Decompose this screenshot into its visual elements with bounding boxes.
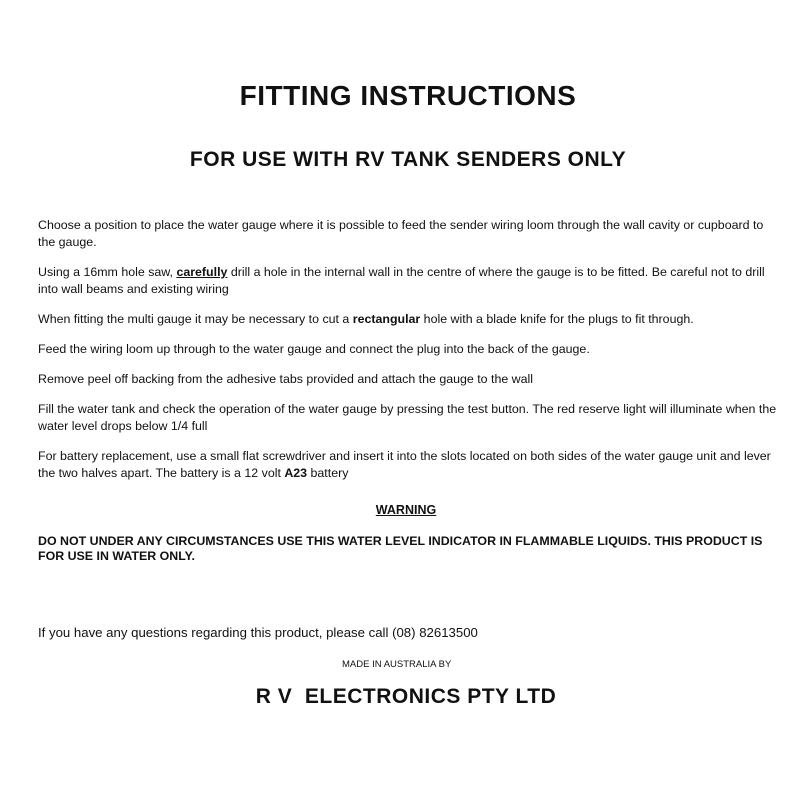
instruction-attach-text: Remove peel off backing from the adhesive tabs provided and attach the gauge to the wall — [38, 372, 534, 386]
instruction-battery — [38, 448, 778, 482]
instruction-attach — [38, 371, 778, 388]
instruction-drill-text-start: Using a 16mm hole saw, — [38, 265, 177, 279]
made-in-label: MADE IN AUSTRALIA BY — [342, 659, 452, 670]
instruction-wiring — [38, 341, 778, 358]
warning-text: DO NOT UNDER ANY CIRCUMSTANCES USE THIS WATER LEVEL INDICATOR IN FLAMMABLE LIQUIDS. THIS PRODUCT IS FOR USE IN WATER ONLY. — [38, 534, 763, 563]
instructions-list — [38, 217, 778, 495]
instruction-battery-emphasis: A23 — [284, 466, 308, 480]
instruction-drill-emphasis: carefully — [176, 265, 228, 279]
instruction-test — [38, 401, 778, 435]
contact-line: If you have any questions regarding this product, please call (08) 82613500 — [38, 625, 478, 640]
company-name: R V ELECTRONICS PTY LTD — [255, 685, 557, 708]
instruction-position — [38, 217, 778, 251]
instruction-drill — [38, 264, 778, 298]
instruction-cutout — [38, 311, 778, 328]
instruction-cutout-text-end: hole with a blade knife for the plugs to fit through. — [420, 312, 694, 326]
instruction-cutout-text-start: When fitting the multi gauge it may be necessary to cut a — [38, 312, 353, 326]
document-subtitle: FOR USE WITH RV TANK SENDERS ONLY — [189, 148, 627, 171]
instruction-position-text: Choose a position to place the water gauge where it is possible to feed the sender wiring loom through the wall cavity or cupboard to the gauge. — [38, 218, 764, 249]
instruction-battery-text-end: battery — [307, 466, 349, 480]
warning-heading: WARNING — [375, 503, 437, 517]
document-title: FITTING INSTRUCTIONS — [239, 80, 577, 111]
instruction-wiring-text: Feed the wiring loom up through to the water gauge and connect the plug into the back of the gauge. — [38, 342, 590, 356]
instruction-cutout-emphasis: rectangular — [352, 312, 421, 326]
instruction-drill-text-end: drill a hole in the internal wall in the centre of where the gauge is to be fitted. Be careful not to drill into wall beams and existing wiring — [38, 265, 765, 296]
instruction-battery-text-start: For battery replacement, use a small flat screwdriver and insert it into the slots located on both sides of the water gauge unit and lever the two halves apart. The battery is a 12 volt — [38, 449, 771, 480]
instruction-test-text: Fill the water tank and check the operation of the water gauge by pressing the test button. The red reserve light will illuminate when the water level drops below 1/4 full — [38, 402, 777, 433]
